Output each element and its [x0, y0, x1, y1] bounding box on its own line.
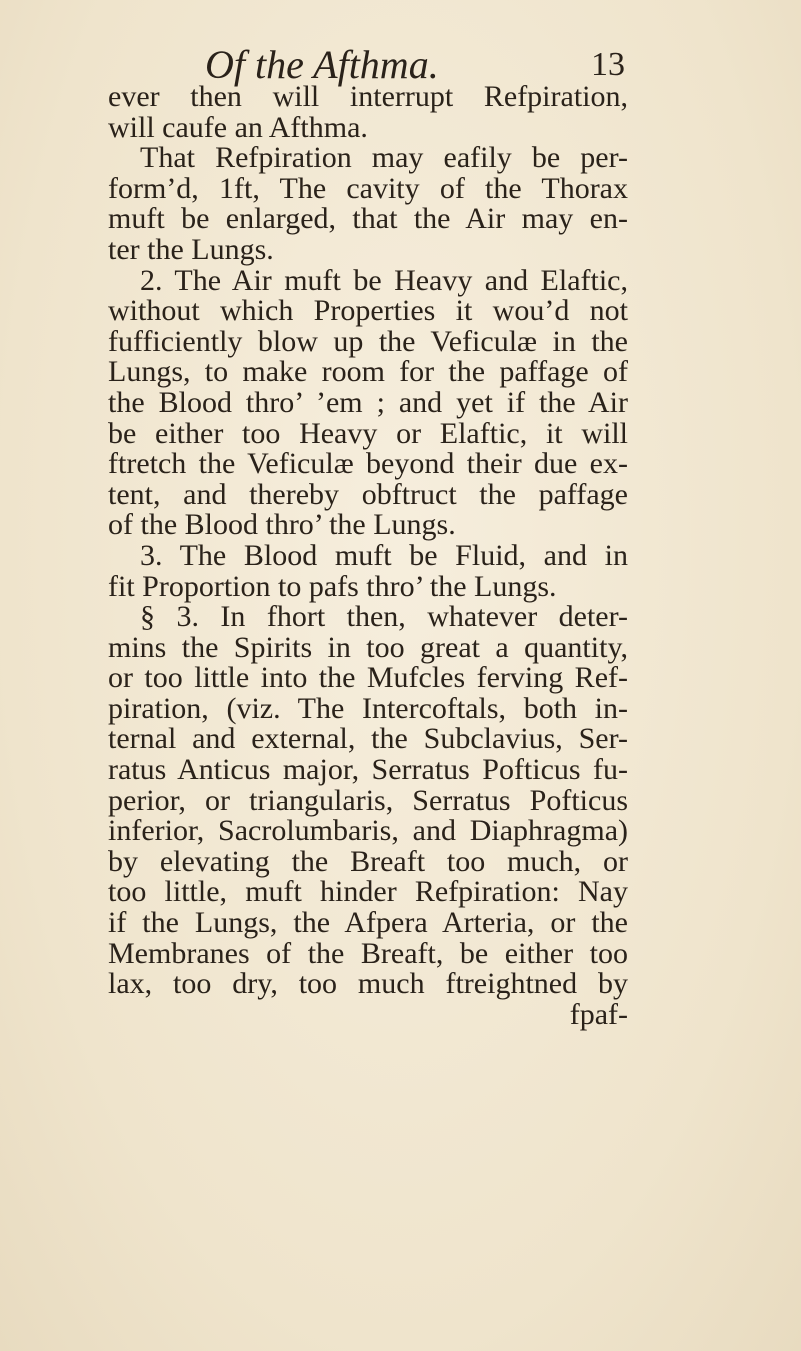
text-line: fufficiently blow up the Veficulæ in the — [108, 324, 628, 358]
page-number: 13 — [591, 46, 625, 83]
text-line: lax, too dry, too much ftreightned by — [108, 967, 628, 1001]
text-line: be either too Heavy or Elaftic, it will — [108, 416, 628, 450]
text-line: ftretch the Veficulæ beyond their due ex- — [108, 447, 628, 481]
text-line: too little, muft hinder Refpiration: Nay — [108, 875, 628, 909]
text-line: form’d, 1ft, The cavity of the Thorax — [108, 171, 628, 205]
text-line: § 3. In fhort then, whatever deter- — [140, 600, 628, 634]
text-line: mins the Spirits in too great a quantity, — [108, 630, 628, 664]
text-line: the Blood thro’ ’em ; and yet if the Air — [108, 385, 628, 419]
text-line: ter the Lungs. — [108, 232, 274, 266]
text-line: inferior, Sacrolumbaris, and Diaphragma) — [108, 814, 628, 848]
text-line: piration, (viz. The Intercoftals, both in- — [108, 691, 628, 725]
running-title: Of the Afthma. — [205, 42, 439, 87]
text-line: fit Proportion to pafs thro’ the Lungs. — [108, 569, 557, 603]
text-line: of the Blood thro’ the Lungs. — [108, 508, 456, 542]
text-line: perior, or triangularis, Serratus Pofticus — [108, 783, 628, 817]
text-line: ratus Anticus major, Serratus Pofticus fu- — [108, 753, 628, 787]
text-line: tent, and thereby obftruct the paffage — [108, 477, 628, 511]
text-line: without which Properties it wou’d not — [108, 294, 628, 328]
text-line: muft be enlarged, that the Air may en- — [108, 202, 628, 236]
text-line: 2. The Air muft be Heavy and Elaftic, — [140, 263, 628, 297]
text-line: 3. The Blood muft be Fluid, and in — [140, 538, 628, 572]
text-line: if the Lungs, the Afpera Arteria, or the — [108, 906, 628, 940]
text-line: will caufe an Afthma. — [108, 110, 368, 144]
text-line: Membranes of the Breaft, be either too — [108, 936, 628, 970]
text-line: ever then will interrupt Refpiration, — [108, 80, 628, 113]
text-line: or too little into the Mufcles ferving Ref- — [108, 661, 628, 695]
text-line: by elevating the Breaft too much, or — [108, 844, 628, 878]
text-line: Lungs, to make room for the paffage of — [108, 355, 628, 389]
text-line: That Refpiration may eafily be per- — [140, 141, 628, 175]
catchword: fpaf- — [569, 997, 628, 1031]
text-line: ternal and external, the Subclavius, Ser- — [108, 722, 628, 756]
body-text — [108, 82, 628, 1030]
